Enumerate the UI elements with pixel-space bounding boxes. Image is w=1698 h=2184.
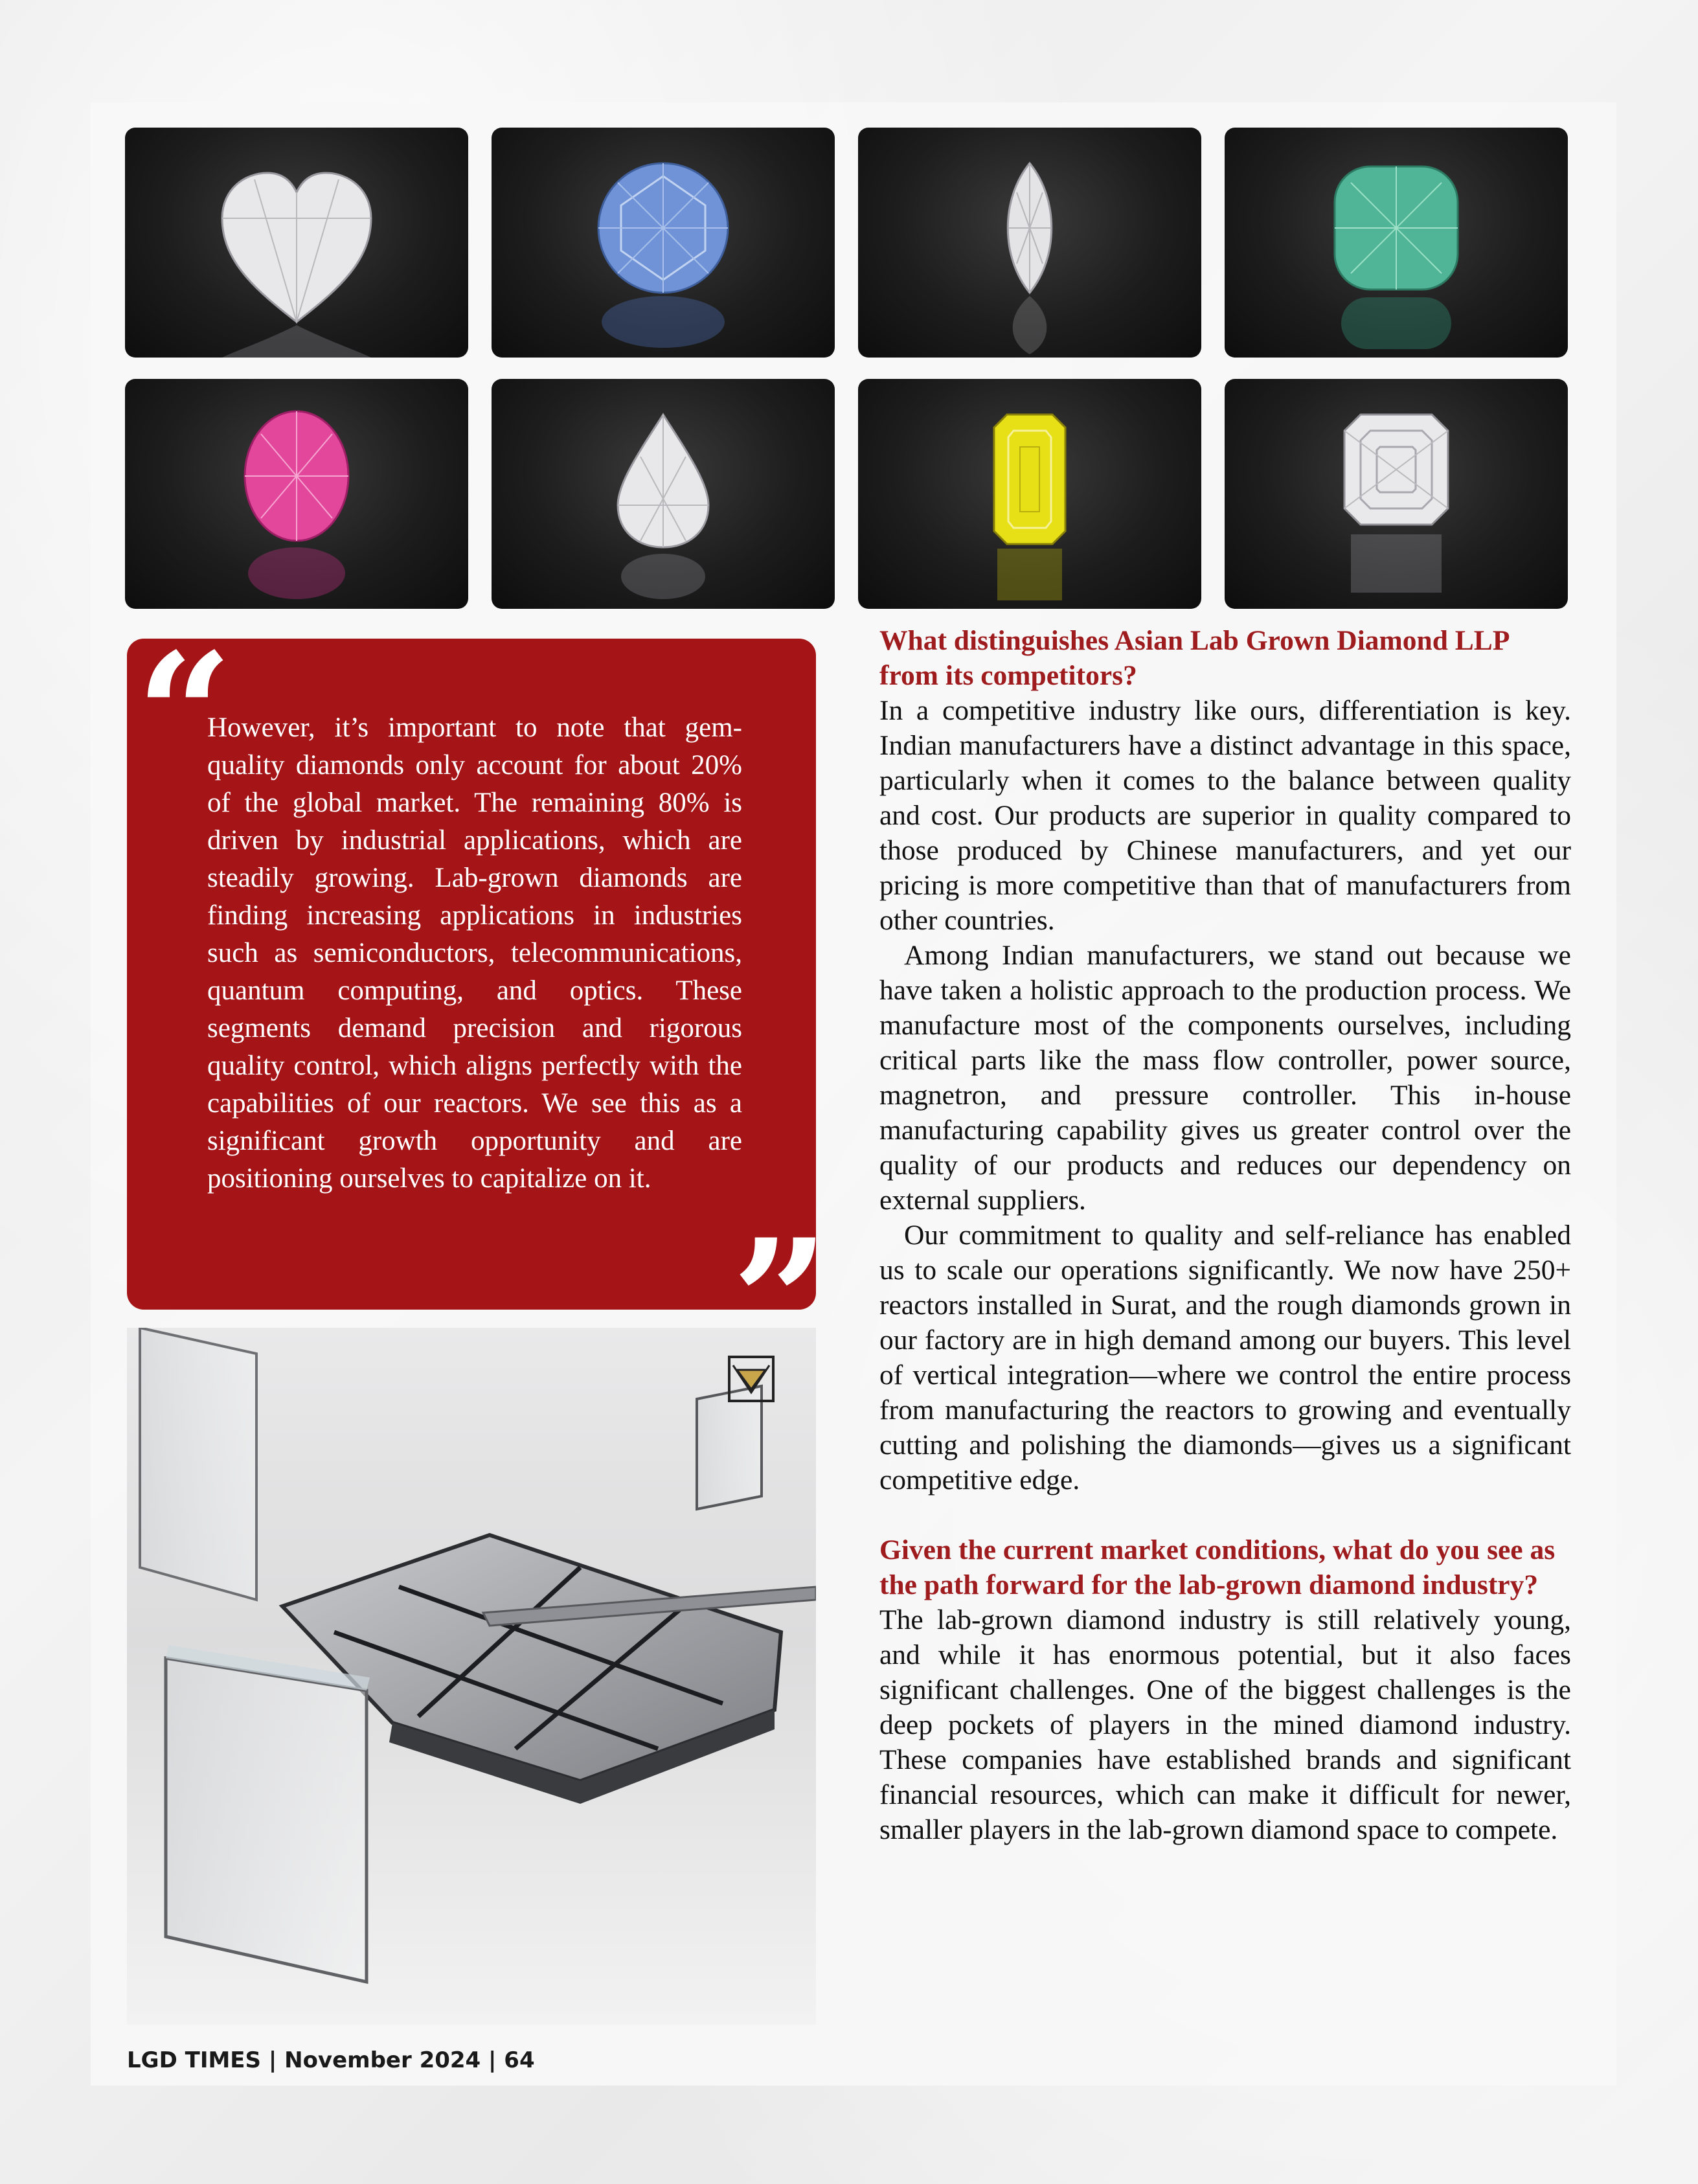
- diamond-plates-illustration: [127, 1328, 816, 2025]
- diamond-tile-marquise: [858, 128, 1201, 358]
- question-1-heading: What distinguishes Asian Lab Grown Diamond LLP from its competitors?: [879, 625, 1508, 691]
- round-diamond-icon: [492, 128, 835, 358]
- diamond-tile-asscher: [1225, 379, 1568, 609]
- diamond-tile-round: [492, 128, 835, 358]
- answer-2-paragraph-1: The lab-grown diamond industry is still relatively young, and while it has enormous potential, but it also faces significant challenges. One of the biggest challenges is the deep pockets of players in the mined diamond industry. These companies have established brands and significant financial resources, which can make it difficult for newer, smaller players in the lab-grown diamond space to compete.: [879, 1604, 1571, 1845]
- diamond-plates-photo: [127, 1328, 816, 2025]
- article-column: [879, 623, 1571, 1847]
- asscher-diamond-icon: [1225, 379, 1568, 609]
- answer-1-paragraph-3: Our commitment to quality and self-reliance has enabled us to scale our operations significantly. We now have 250+ reactors installed in Surat, and the rough diamonds grown in our factory are in high demand among our buyers. This level of vertical integration—where we control the entire process from manufacturing the reactors to growing and eventually cutting and polishing the diamonds—gives us a significant competitive edge.: [879, 1220, 1571, 1496]
- diamond-tile-oval: [125, 379, 468, 609]
- page-footer: LGD TIMES | November 2024 | 64: [127, 2047, 535, 2073]
- diamond-tile-pear: [492, 379, 835, 609]
- pear-diamond-icon: [492, 379, 835, 609]
- emerald-diamond-icon: [858, 379, 1201, 609]
- answer-1-paragraph-2: Among Indian manufacturers, we stand out because we have taken a holistic approach to the production process. We manufacture most of the components ourselves, including critical parts like the mass flow controller, power source, magnetron, and pressure controller. This in-house manufacturing capability gives us greater control over the quality of our products and reduces our dependency on external suppliers.: [879, 940, 1571, 1216]
- open-quote-mark: [136, 631, 207, 703]
- diamond-tile-emerald: [858, 379, 1201, 609]
- diamond-tile-heart: [125, 128, 468, 358]
- diamond-tile-cushion: [1225, 128, 1568, 358]
- marquise-diamond-icon: [858, 128, 1201, 358]
- pull-quote-text: However, it’s important to note that gem-quality diamonds only account for about 20% of the global market. The remaining 80% is driven by industrial applications, which are steadily growing. Lab-grown diamonds are finding increasing applications in industries such as semiconductors, telecommunications, quantum computing, and optics. These segments demand precision and rigorous quality control, which aligns perfectly with the capabilities of our reactors. We see this as a significant growth opportunity and are positioning ourselves to capitalize on it.: [207, 712, 742, 1194]
- question-2-heading: Given the current market conditions, what do you see as the path forward for the lab-grown diamond industry?: [879, 1534, 1556, 1600]
- heart-diamond-icon: [125, 128, 468, 358]
- close-quote-mark: [732, 1218, 803, 1289]
- section-spacer: [879, 1497, 1571, 1532]
- answer-1-paragraph-1: In a competitive industry like ours, differentiation is key. Indian manufacturers have a distinct advantage in this space, particularly when it comes to the balance between quality and cost. Our products are superior in quality compared to those produced by Chinese manufacturers, and yet our pricing is more competitive than that of manufacturers from other countries.: [879, 695, 1571, 936]
- oval-diamond-icon: [125, 379, 468, 609]
- cushion-diamond-icon: [1225, 128, 1568, 358]
